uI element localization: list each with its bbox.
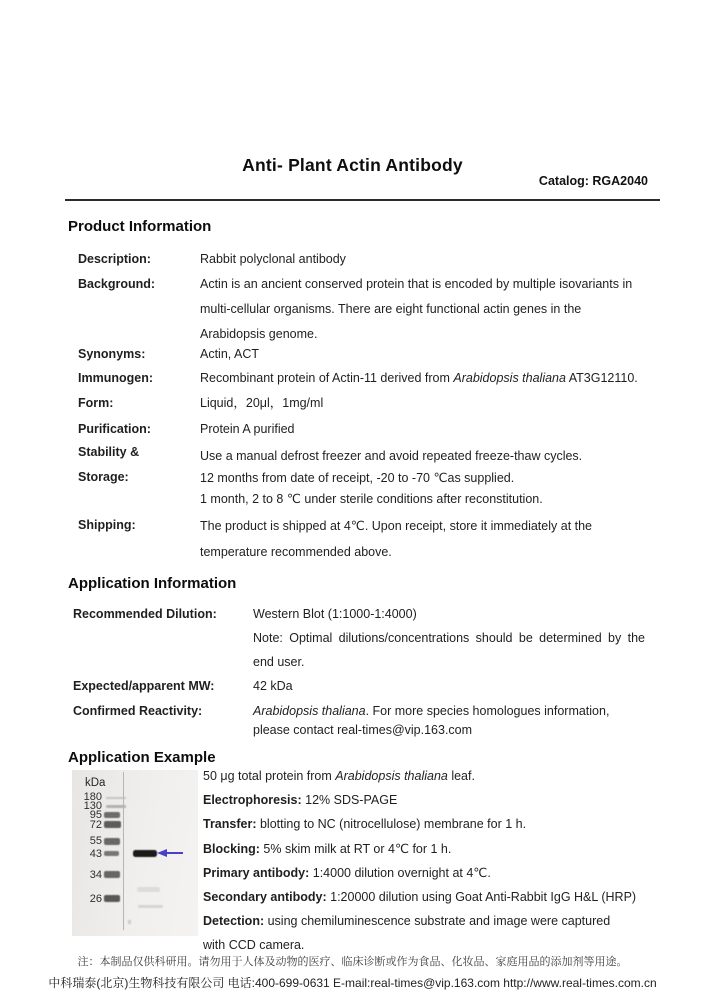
text-segment: Recombinant protein of Actin-11 derived from: [200, 371, 454, 385]
text-line: Actin is an ancient conserved protein that is encoded by multiple isovariants in: [200, 277, 633, 291]
field-label: Immunogen:: [78, 371, 153, 385]
text-line: Use a manual defrost freezer and avoid repeated freeze-thaw cycles.: [200, 449, 583, 463]
protocol-line: [203, 837, 678, 861]
footer-disclaimer: 注：本制品仅供科研用。请勿用于人体及动物的医疗、临床诊断或作为食品、化妆品、家庭用品的添加剂等用途。: [77, 956, 628, 968]
protocol-line: [203, 885, 678, 909]
band-arrow-icon: [157, 848, 184, 858]
lane-separator: [123, 772, 124, 930]
protocol-step-label: Transfer:: [203, 817, 257, 832]
text-segment: 1:4000 dilution overnight at 4℃.: [309, 865, 491, 880]
header-divider: [65, 199, 660, 201]
text-line: [253, 702, 647, 721]
application-example-text: [203, 764, 678, 958]
catalog-value: RGA2040: [592, 174, 648, 188]
label-line: Storage:: [78, 470, 129, 484]
text-segment: 1:20000 dilution using Goat Anti-Rabbit IgG H&L (HRP): [326, 890, 637, 905]
document-title: Anti- Plant Actin Antibody: [242, 154, 463, 175]
catalog-label: Catalog:: [538, 174, 589, 188]
species-name: Arabidopsis thaliana: [335, 769, 448, 783]
field-value: [200, 272, 666, 347]
ladder-mark-43: 43: [89, 848, 102, 860]
protocol-step-label: Secondary antibody:: [203, 890, 327, 905]
text-line: multi-cellular organisms. There are eight functional actin genes in the: [200, 302, 582, 316]
field-value: [253, 602, 647, 674]
field-value: 42 kDa: [253, 679, 293, 693]
text-segment: 5% skim milk at RT or 4℃ for 1 h.: [259, 841, 452, 856]
ladder-mark-34: 34: [89, 869, 102, 881]
ladder-band: [104, 821, 121, 828]
text-segment: 50 μg total protein from: [203, 769, 336, 783]
ladder-mark-95: 95: [89, 809, 102, 821]
protocol-line: [203, 909, 678, 933]
text-segment: . For more species homologues information,: [365, 704, 610, 718]
text-line: The product is shipped at 4℃. Upon receipt, store it immediately at the: [200, 519, 593, 533]
catalog-number: [0, 174, 648, 188]
text-segment: 12% SDS-PAGE: [301, 793, 398, 808]
field-label: Background:: [78, 277, 156, 291]
protocol-line: [203, 764, 678, 788]
field-value: [253, 702, 647, 740]
ladder-band: [104, 838, 120, 845]
section-heading-application-example: Application Example: [68, 749, 216, 767]
field-label: Description:: [78, 252, 151, 266]
text-line: 1 month, 2 to 8 ℃ under sterile conditions after reconstitution.: [200, 492, 543, 506]
field-label: Shipping:: [78, 518, 136, 532]
text-segment: using chemiluminescence substrate and image were captured: [264, 914, 611, 929]
sample-band-43kda: [133, 850, 157, 857]
faint-band: [138, 905, 163, 908]
ladder-mark-130: 130: [83, 800, 102, 812]
ladder-mark-180: 180: [83, 791, 102, 803]
ladder-mark-26: 26: [89, 893, 102, 905]
ladder-band: [104, 871, 120, 878]
field-label: Recommended Dilution:: [73, 607, 217, 621]
field-label: Synonyms:: [78, 347, 146, 361]
text-line: Western Blot (1:1000-1:4000): [253, 607, 417, 621]
text-segment: blotting to NC (nitrocellulose) membrane for 1 h.: [256, 817, 527, 832]
field-label: Confirmed Reactivity:: [73, 704, 203, 718]
text-line: 12 months from date of receipt, -20 to -70 ℃as supplied.: [200, 470, 515, 485]
field-label: Expected/apparent MW:: [73, 679, 215, 693]
protocol-line: [203, 812, 678, 836]
field-value: Actin, ACT: [200, 347, 260, 361]
section-heading-product-information: Product Information: [68, 218, 212, 236]
ladder-band: [104, 895, 120, 902]
footer-company-contact: 中科瑞泰(北京)生物科技有限公司 电话:400-699-0631 E-mail:real-times@vip.163.com http://www.real-times.com.cn: [48, 976, 657, 990]
protocol-step-label: Primary antibody:: [203, 865, 310, 880]
text-segment: AT3G12110.: [565, 371, 638, 385]
ladder-mark-55: 55: [89, 835, 102, 847]
field-value: Liquid，20μl，1mg/ml: [200, 396, 324, 410]
field-value: [200, 446, 666, 511]
ladder-band: [104, 851, 119, 856]
protocol-step-label: Blocking:: [203, 841, 260, 856]
gel-speck: [128, 920, 131, 924]
field-label: Form:: [78, 396, 114, 410]
protocol-line: [203, 861, 678, 885]
field-label: Purification:: [78, 422, 151, 436]
text-segment: leaf.: [447, 769, 475, 783]
gel-unit-label: kDa: [85, 777, 106, 789]
protocol-line: with CCD camera.: [203, 938, 305, 953]
field-value: Protein A purified: [200, 422, 295, 436]
protocol-line: [203, 788, 678, 812]
protocol-step-label: Electrophoresis:: [203, 793, 302, 808]
text-line: end user.: [253, 655, 305, 669]
text-line: please contact real-times@vip.163.com: [253, 723, 473, 737]
field-value: Rabbit polyclonal antibody: [200, 252, 346, 266]
text-line: Note: Optimal dilutions/concentrations should be determined by the: [253, 631, 645, 645]
species-name: Arabidopsis thaliana: [453, 371, 566, 385]
text-line: Arabidopsis genome.: [200, 327, 318, 341]
field-value: [200, 366, 666, 391]
faint-band: [137, 887, 160, 892]
field-value: [200, 513, 666, 565]
ladder-mark-72: 72: [89, 819, 102, 831]
text-line: temperature recommended above.: [200, 545, 392, 559]
protocol-step-label: Detection:: [203, 914, 265, 929]
field-label: [78, 440, 196, 490]
section-heading-application-information: Application Information: [68, 575, 237, 593]
ladder-band: [104, 812, 120, 818]
western-blot-image: [72, 770, 198, 936]
species-name: Arabidopsis thaliana: [253, 704, 366, 718]
label-line: Stability &: [78, 445, 140, 459]
